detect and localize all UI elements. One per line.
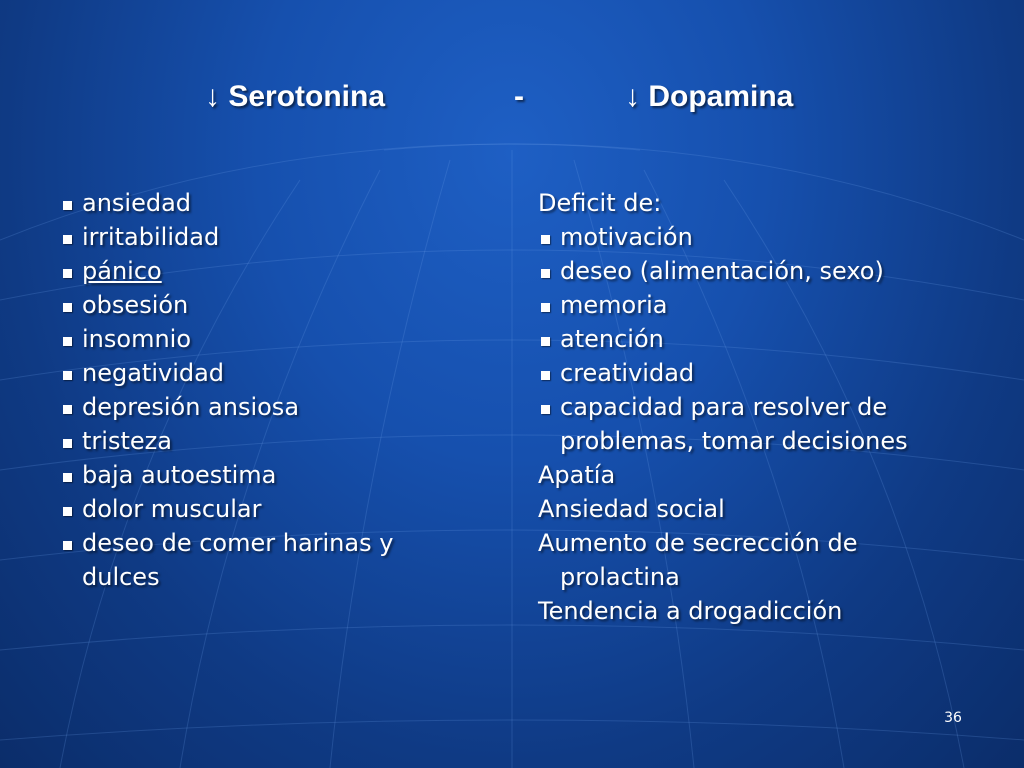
extra-item: Ansiedad social <box>538 495 725 523</box>
extra-item: Tendencia a drogadicción <box>538 597 843 625</box>
square-bullet-icon <box>541 269 550 278</box>
list-item: deseo de comer harinas y dulces <box>60 526 457 594</box>
square-bullet-icon <box>63 337 72 346</box>
list-item: deseo (alimentación, sexo) <box>538 254 1008 288</box>
square-bullet-icon <box>63 235 72 244</box>
list-item: memoria <box>538 288 1008 322</box>
list-item: depresión ansiosa <box>60 390 480 424</box>
square-bullet-icon <box>541 235 550 244</box>
slide-title <box>0 80 1024 120</box>
panico-link[interactable]: pánico <box>82 257 162 285</box>
list-item: irritabilidad <box>60 220 480 254</box>
list-item: capacidad para resolver de problemas, tomar decisiones <box>538 390 990 458</box>
square-bullet-icon <box>63 507 72 516</box>
dopamina-list <box>538 186 1008 628</box>
square-bullet-icon <box>63 439 72 448</box>
square-bullet-icon <box>63 269 72 278</box>
list-item: baja autoestima <box>60 458 480 492</box>
list-item: tristeza <box>60 424 480 458</box>
deficit-heading: Deficit de: <box>538 189 662 217</box>
extra-item: Apatía <box>538 461 616 489</box>
title-separator: - <box>514 80 524 113</box>
list-item: obsesión <box>60 288 480 322</box>
list-item: dolor muscular <box>60 492 480 526</box>
list-item: atención <box>538 322 1008 356</box>
square-bullet-icon <box>541 303 550 312</box>
square-bullet-icon <box>63 371 72 380</box>
list-item: creatividad <box>538 356 1008 390</box>
square-bullet-icon <box>63 303 72 312</box>
square-bullet-icon <box>63 473 72 482</box>
square-bullet-icon <box>63 201 72 210</box>
list-item: negatividad <box>60 356 480 390</box>
list-item: insomnio <box>60 322 480 356</box>
square-bullet-icon <box>541 405 550 414</box>
list-item <box>60 254 480 288</box>
page-number: 36 <box>944 710 962 726</box>
square-bullet-icon <box>541 337 550 346</box>
title-serotonina: ↓ Serotonina <box>205 80 386 113</box>
serotonina-list <box>60 186 480 594</box>
list-item: motivación <box>538 220 1008 254</box>
title-dopamina: ↓ Dopamina <box>625 80 794 113</box>
extra-item: Aumento de secrección de prolactina <box>538 529 858 591</box>
square-bullet-icon <box>63 405 72 414</box>
square-bullet-icon <box>63 541 72 550</box>
list-item: ansiedad <box>60 186 480 220</box>
square-bullet-icon <box>541 371 550 380</box>
